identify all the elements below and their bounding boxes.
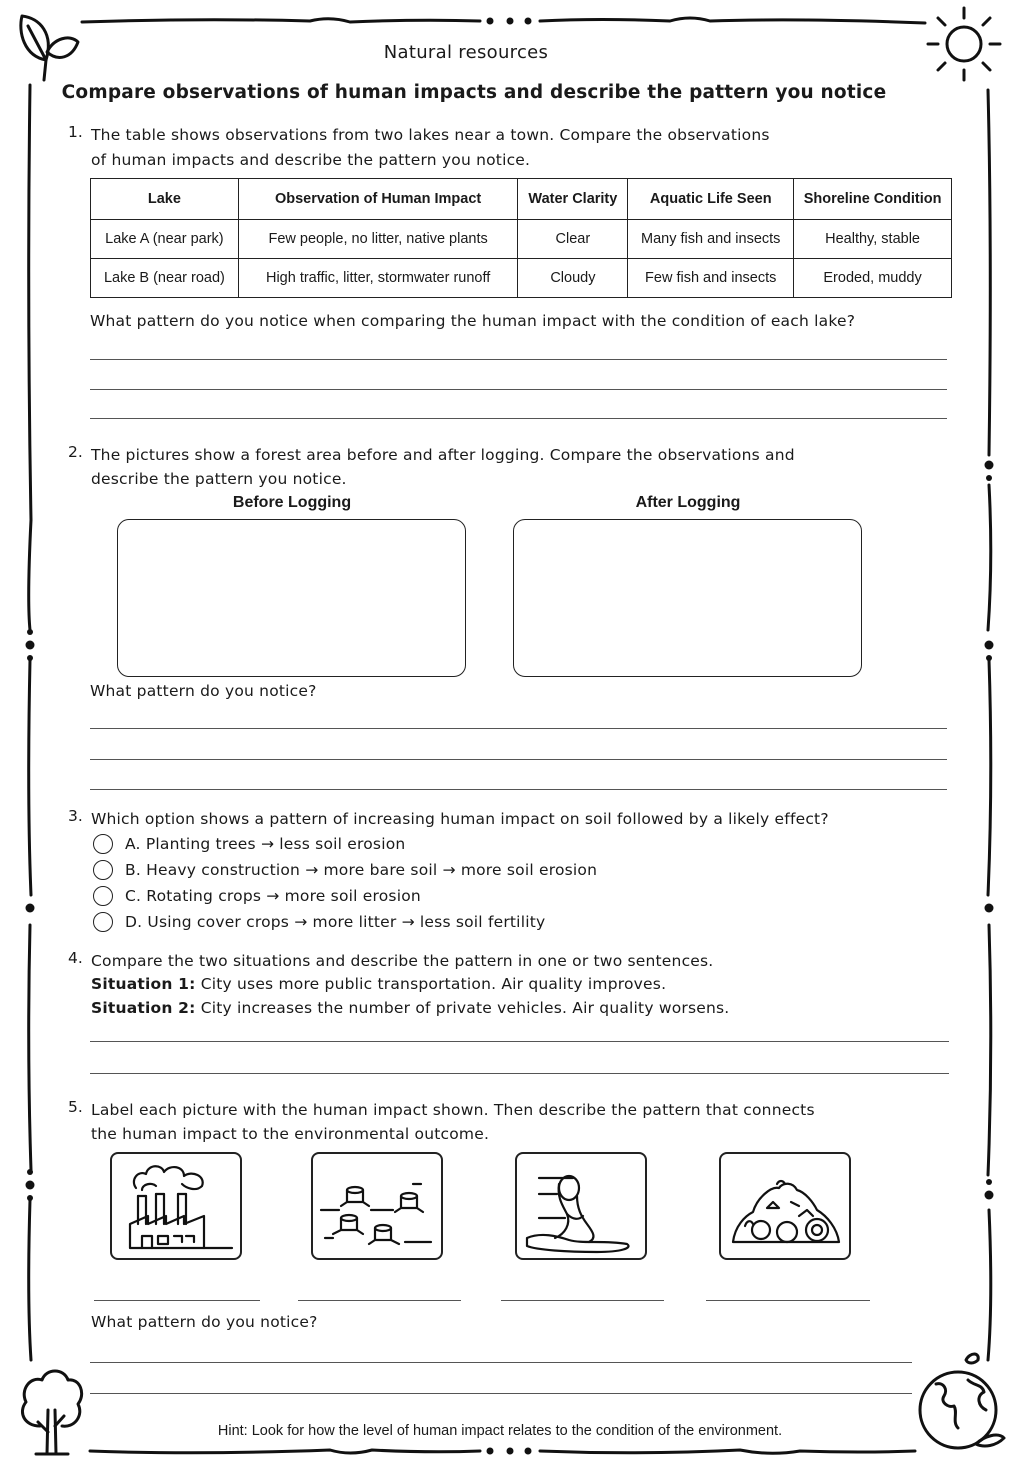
lakes-table (90, 178, 952, 298)
q2-answer-line[interactable] (90, 759, 947, 760)
q1-prompt: What pattern do you notice when comparing the human impact with the condition of each lake? (90, 312, 856, 330)
q5-text-line1: Label each picture with the human impact shown. Then describe the pattern that connects (91, 1101, 815, 1119)
table-header: Lake (91, 179, 239, 220)
q5-answer-line[interactable] (90, 1362, 912, 1363)
picture-label-line[interactable] (501, 1300, 664, 1301)
table-header: Water Clarity (518, 179, 628, 220)
after-logging-drawing-box[interactable] (513, 519, 862, 677)
trash-pile-icon (721, 1154, 849, 1258)
globe-icon (914, 1352, 1010, 1452)
before-logging-label: Before Logging (232, 494, 352, 511)
radio-button[interactable] (93, 860, 113, 880)
pipe-runoff-icon (517, 1154, 645, 1258)
stumps-picture (311, 1152, 443, 1260)
q1-answer-line[interactable] (90, 389, 947, 390)
q5-number: 5. (68, 1098, 83, 1116)
option-letter: D. (125, 913, 143, 931)
table-row (91, 220, 952, 259)
situation-2-text: City increases the number of private vehicles. Air quality worsens. (200, 999, 730, 1017)
table-cell: Clear (518, 220, 628, 259)
table-cell: Many fish and insects (628, 220, 794, 259)
table-cell: Cloudy (518, 259, 628, 298)
option-text: Using cover crops → more litter → less soil fertility (147, 913, 546, 931)
table-header: Shoreline Condition (794, 179, 952, 220)
q2-number: 2. (68, 443, 83, 461)
runoff-picture (515, 1152, 647, 1260)
q2-answer-line[interactable] (90, 728, 947, 729)
page-title: Natural resources (383, 42, 549, 63)
tree-icon (16, 1366, 86, 1458)
q4-answer-line[interactable] (90, 1073, 949, 1074)
situation-1-text: City uses more public transportation. Air quality improves. (200, 975, 667, 993)
option-letter: C. (125, 887, 142, 905)
q3-option-c[interactable] (93, 884, 421, 908)
table-cell: Eroded, muddy (794, 259, 952, 298)
q1-answer-line[interactable] (90, 359, 947, 360)
option-text: Planting trees → less soil erosion (145, 835, 406, 853)
picture-label-line[interactable] (298, 1300, 461, 1301)
option-letter: B. (125, 861, 141, 879)
table-header: Observation of Human Impact (238, 179, 518, 220)
before-logging-drawing-box[interactable] (117, 519, 466, 677)
q4-text: Compare the two situations and describe the pattern in one or two sentences. (91, 952, 714, 970)
q2-prompt: What pattern do you notice? (90, 682, 317, 700)
table-cell: Lake B (near road) (91, 259, 239, 298)
after-logging-label: After Logging (635, 494, 741, 511)
table-header: Aquatic Life Seen (628, 179, 794, 220)
table-cell: Healthy, stable (794, 220, 952, 259)
q3-option-a[interactable] (93, 832, 405, 856)
option-text: Rotating crops → more soil erosion (146, 887, 421, 905)
factory-picture (110, 1152, 242, 1260)
q5-answer-line[interactable] (90, 1393, 912, 1394)
table-cell: Few fish and insects (628, 259, 794, 298)
q1-text-line2: of human impacts and describe the pattern you notice. (91, 151, 531, 169)
factory-icon (112, 1154, 240, 1258)
radio-button[interactable] (93, 912, 113, 932)
q1-number: 1. (68, 123, 83, 141)
trash-picture (719, 1152, 851, 1260)
q5-prompt: What pattern do you notice? (91, 1313, 318, 1331)
picture-label-line[interactable] (706, 1300, 870, 1301)
q4-situation-1 (91, 972, 666, 997)
q3-number: 3. (68, 807, 83, 825)
picture-label-line[interactable] (94, 1300, 260, 1301)
table-row (91, 259, 952, 298)
option-text: Heavy construction → more bare soil → more soil erosion (146, 861, 598, 879)
q2-text-line2: describe the pattern you notice. (91, 470, 347, 488)
situation-1-label: Situation 1: (91, 975, 196, 993)
table-header-row (91, 179, 952, 220)
worksheet-subtitle: Compare observations of human impacts and describe the pattern you notice (61, 82, 887, 103)
q5-text-line2: the human impact to the environmental outcome. (91, 1125, 490, 1143)
sun-icon (922, 4, 1006, 84)
q1-answer-line[interactable] (90, 418, 947, 419)
table-cell: Few people, no litter, native plants (238, 220, 518, 259)
q1-text-line1: The table shows observations from two lakes near a town. Compare the observations (91, 126, 770, 144)
q4-situation-2 (91, 996, 729, 1021)
q3-option-b[interactable] (93, 858, 597, 882)
q2-text-line1: The pictures show a forest area before and after logging. Compare the observations and (91, 446, 795, 464)
table-cell: High traffic, litter, stormwater runoff (238, 259, 518, 298)
radio-button[interactable] (93, 834, 113, 854)
option-letter: A. (125, 835, 141, 853)
situation-2-label: Situation 2: (91, 999, 196, 1017)
table-cell: Lake A (near park) (91, 220, 239, 259)
q2-answer-line[interactable] (90, 789, 947, 790)
q3-text: Which option shows a pattern of increasing human impact on soil followed by a likely effect? (91, 810, 829, 828)
tree-stumps-icon (313, 1154, 441, 1258)
hint-text: Hint: Look for how the level of human impact relates to the condition of the environment. (217, 1423, 783, 1439)
q4-number: 4. (68, 949, 83, 967)
q4-answer-line[interactable] (90, 1041, 949, 1042)
q3-option-d[interactable] (93, 910, 545, 934)
radio-button[interactable] (93, 886, 113, 906)
